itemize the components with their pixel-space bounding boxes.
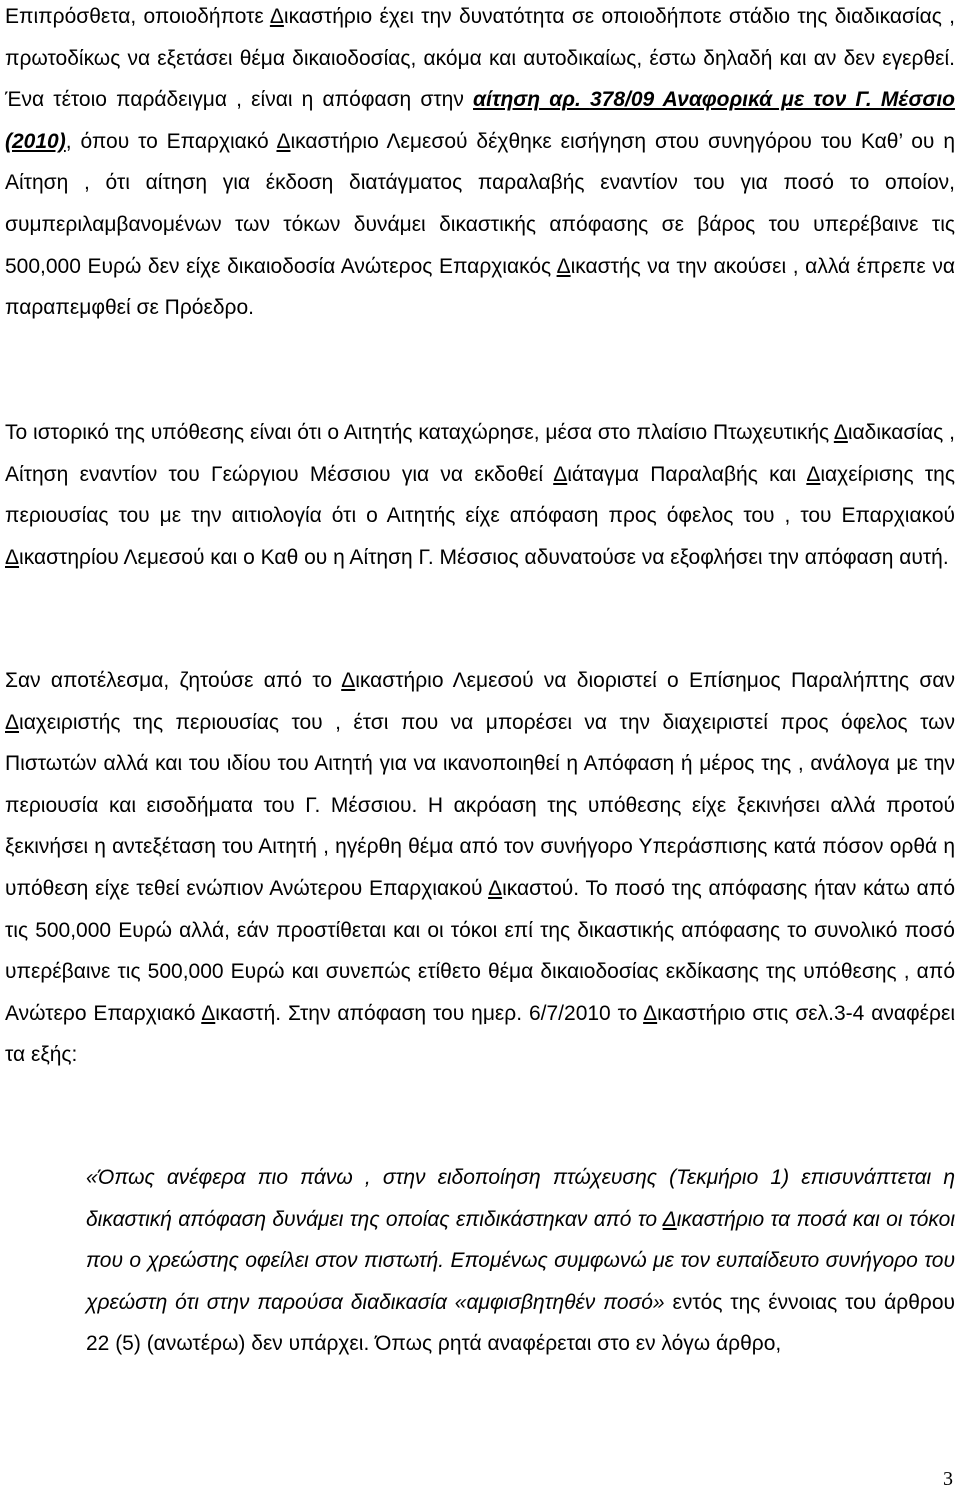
paragraph-case-history: Το ιστορικό της υπόθεσης είναι ότι ο Αιτητής καταχώρησε, μέσα στο πλαίσιο Πτωχευτικής Διαδικασίας , Αίτηση εναντίον του Γεώργιου Μέσσιου για να εκδοθεί Διάταγμα Παραλαβής και Διαχείρισης της περιουσίας του με την αιτιολογία ότι ο Αιτητής είχε απόφαση προς όφελος του , του Επαρχιακού Δικαστηρίου Λεμεσού και ο Καθ ου η Αίτηση Γ. Μέσσιος αδυνατούσε να εξοφλήσει την απόφαση αυτή. xyxy=(5,421,955,569)
paragraph-jurisdiction: Επιπρόσθετα, οποιοδήποτε Δικαστήριο έχει την δυνατότητα σε οποιοδήποτε στάδιο της διαδικασίας , πρωτοδίκως να εξετάσει θέμα δικαιοδοσίας, ακόμα και αυτοδικαίως, έστω δηλαδή και αν δεν εγερθεί. Ένα τέτοιο παράδειγμα , είναι η απόφαση στην αίτηση αρ. 378/09 Αναφορικά με τον Γ. Μέσσιο (2010), όπου το Επαρχιακό Δικαστήριο Λεμεσού δέχθηκε εισήγηση στου συνηγόρου του Καθ’ ου η Αίτηση , ότι αίτηση για έκδοση διατάγματος παραλαβής εναντίον του για ποσό το οποίον, συμπεριλαμβανομένων των τόκων δυνάμει δικαστικής απόφασης σε βάρος του υπερέβαινε τις 500,000 Ευρώ δεν είχε δικαιοδοσία Ανώτερος Επαρχιακός Δικαστής να την ακούσει , αλλά έπρεπε να παραπεμφθεί σε Πρόεδρο. xyxy=(5,5,956,320)
page-number: 3 xyxy=(943,1468,953,1490)
case-reference-link: αίτηση αρ. xyxy=(473,88,590,112)
paragraph-result: Σαν αποτέλεσμα, ζητούσε από το Δικαστήριο Λεμεσού να διοριστεί ο Επίσημος Παραλήπτης σαν Διαχειριστής της περιουσίας του , έτσι που να μπορέσει να την διαχειριστεί προς όφελος των Πιστωτών αλλά και του ιδίου του Αιτητή για να ικανοποιηθεί η Απόφαση ή μέρος της , ανάλογα με την περιουσία και εισοδήματα του Γ. Μέσσιου. Η ακρόαση της υπόθεσης είχε ξεκινήσει αλλά προτού ξεκινήσει η αντεξέταση του Αιτητή , ηγέρθη θέμα από τον συνήγορο Υπεράσπισης κατά πόσον ορθά η υπόθεση είχε τεθεί ενώπιον Ανώτερου Επαρχιακού Δικαστού. Το ποσό της απόφασης ήταν κάτω από τις 500,000 Ευρώ αλλά, εάν προστίθεται και οι τόκοι επί της δικαστικής απόφασης το συνολικό ποσό υπερέβαινε τις 500,000 Ευρώ και συνεπώς ετίθετο θέμα δικαιοδοσίας εκδίκασης της υπόθεσης , από Ανώτερο Επαρχιακό Δικαστή. Στην απόφαση του ημερ. 6/7/2010 το Δικαστήριο στις σελ.3-4 αναφέρει τα εξής: xyxy=(5,669,956,1067)
court-quote: «Όπως ανέφερα πιο πάνω , στην ειδοποίηση πτώχευσης (Τεκμήριο 1) επισυνάπτεται η δικαστική απόφαση δυνάμει της οποίας επιδικάστηκαν από το Δικαστήριο τα ποσά και οι τόκοι που ο χρεώστης οφείλει στον πιστωτή. Επομένως συμφωνώ με τον ευπαίδευτο συνήγορο του χρεώστη ότι στην παρούσα διαδικασία «αμφισβητηθέν ποσό» εντός της έννοιας του άρθρου 22 (5) (ανωτέρω) δεν υπάρχει. Όπως ρητά αναφέρεται στο εν λόγω άρθρο, xyxy=(86,1166,956,1356)
case-reference-title: 378/09 Αναφορικά με τον Γ. Μέσσιο (2010) xyxy=(5,88,956,153)
